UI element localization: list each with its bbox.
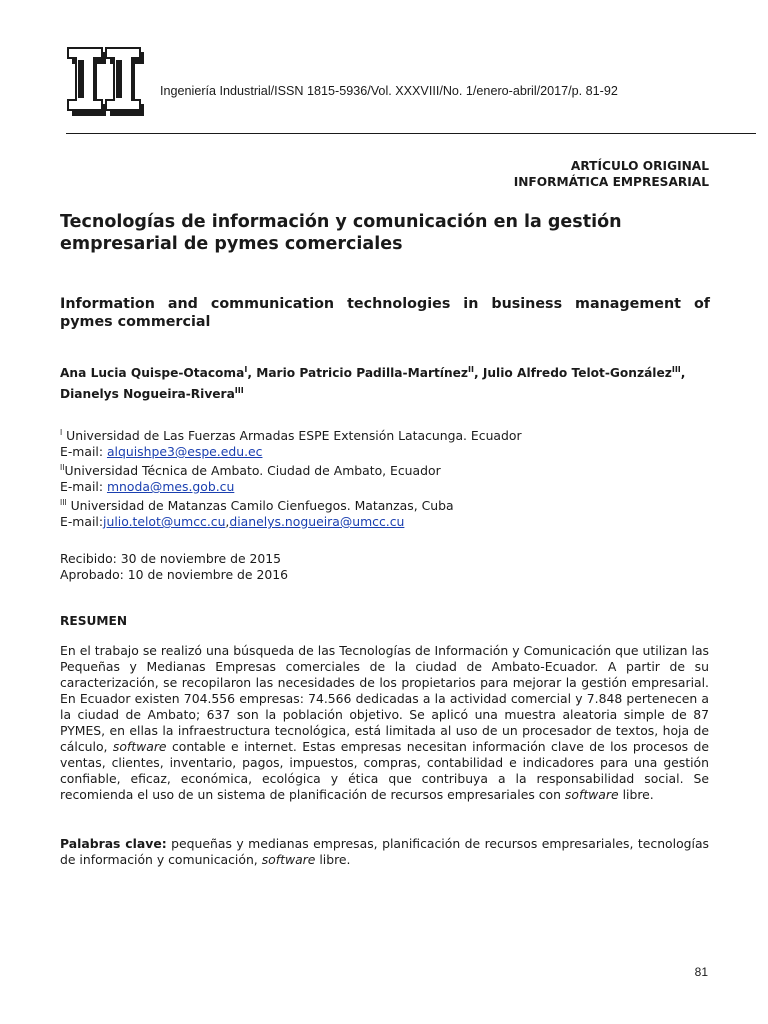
received-date: Recibido: 30 de noviembre de 2015 <box>60 551 282 566</box>
approved-date: Aprobado: 10 de noviembre de 2016 <box>60 567 289 582</box>
affil-institution: Universidad Técnica de Ambato. Ciudad de Ambato, Ecuador <box>64 463 441 478</box>
keywords-label: Palabras clave: <box>60 836 167 851</box>
email-link[interactable]: julio.telot@umcc.cu <box>103 514 226 529</box>
author-name: Mario Patricio Padilla-Martínez <box>256 366 468 380</box>
title-english: Information and communication technologies in business management of pymes commercial <box>60 296 710 330</box>
abstract-body <box>60 643 709 803</box>
affiliation-line <box>60 460 710 479</box>
affiliation-email-line: E-mail:julio.telot@umcc.cu,dianelys.nogueira@umcc.cu <box>60 514 405 529</box>
affiliation-line <box>60 425 710 444</box>
author-name: Julio Alfredo Telot-González <box>482 366 672 380</box>
article-section-labels <box>514 158 709 190</box>
email-label: E-mail: <box>60 444 107 459</box>
author-affil-mark: III <box>234 386 244 395</box>
author-affil-mark: I <box>244 365 248 374</box>
affiliations <box>60 425 710 530</box>
abstract-text: libre. <box>618 787 654 802</box>
title-spanish: Tecnologías de información y comunicación en la gestión empresarial de pymes comerciales <box>60 212 622 254</box>
author-list <box>60 361 710 403</box>
page-number: 81 <box>694 965 708 979</box>
abstract-heading: RESUMEN <box>60 614 128 628</box>
affil-mark: II <box>60 463 65 472</box>
abstract-text: contable e internet. Estas empresas necesitan información clave de los procesos de ventas, clientes, inventario, pagos, impuestos, compras, contabilidad e indicadores para una gestión confiable, eficaz, económica, ecológica y ética que contribuya a la responsabilidad social. Se recomienda el uso de un sistema de planificación de recursos empresariales con <box>60 739 709 802</box>
email-link[interactable]: dianelys.nogueira@umcc.cu <box>229 514 405 529</box>
author-affil-mark: II <box>468 365 474 374</box>
article-dates <box>60 551 288 583</box>
keywords-text: pequeñas y medianas empresas, planificación de recursos empresariales, tecnologías de información y comunicación, <box>60 836 710 867</box>
author-name: Dianelys Nogueira-Rivera <box>60 387 235 401</box>
author-affil-mark: III <box>671 365 681 374</box>
affil-mark: I <box>60 428 63 437</box>
article-type: ARTÍCULO ORIGINAL <box>570 159 709 173</box>
affil-institution: Universidad de Las Fuerzas Armadas ESPE Extensión Latacunga. Ecuador <box>62 428 522 443</box>
affil-institution: Universidad de Matanzas Camilo Cienfuegos. Matanzas, Cuba <box>66 498 454 513</box>
affil-mark: III <box>60 498 67 507</box>
keywords <box>60 836 709 868</box>
email-label: E-mail: <box>60 514 104 529</box>
keywords-text: libre. <box>315 852 351 867</box>
abstract-text: En el trabajo se realizó una búsqueda de las Tecnologías de Información y Comunicación que utilizan las Pequeñas y Medianas Empresas comerciales de la ciudad de Ambato-Ecuador. A partir de su caracterización, se recopilaron las necesidades de los propietarios para mejorar la gestión empresarial. En Ecuador existen 704.556 empresas: 74.566 dedicadas a la actividad comercial y 7.848 pertenecen a la ciudad de Ambato; 637 son la población objetivo. Se aplicó una muestra aleatoria simple de 87 PYMES, en ellas la infraestructura tecnológica, está limitada al uso de un procesador de textos, hoja de cálculo, <box>60 643 709 754</box>
email-label: E-mail: <box>60 479 107 494</box>
affiliation-email-line <box>60 444 710 460</box>
email-link[interactable]: mnoda@mes.gob.cu <box>106 479 235 494</box>
journal-citation-line: Ingeniería Industrial/ISSN 1815-5936/Vol. XXXVIII/No. 1/enero-abril/2017/p. 81-92 <box>160 84 618 98</box>
author-separator: , <box>247 366 257 380</box>
abstract-italic-term: software <box>564 787 619 802</box>
author-name: Ana Lucia Quispe-Otacoma <box>60 366 245 380</box>
email-link[interactable]: alquishpe3@espe.edu.ec <box>106 444 263 459</box>
header-divider <box>66 133 756 134</box>
article-area: INFORMÁTICA EMPRESARIAL <box>513 175 709 189</box>
author-separator: , <box>473 366 483 380</box>
journal-ii-logo-icon <box>66 46 150 120</box>
affiliation-email-line <box>60 479 710 495</box>
abstract-italic-term: software <box>112 739 167 754</box>
author-separator: , <box>680 366 686 380</box>
affiliation-line <box>60 495 710 514</box>
keywords-italic-term: software <box>261 852 316 867</box>
